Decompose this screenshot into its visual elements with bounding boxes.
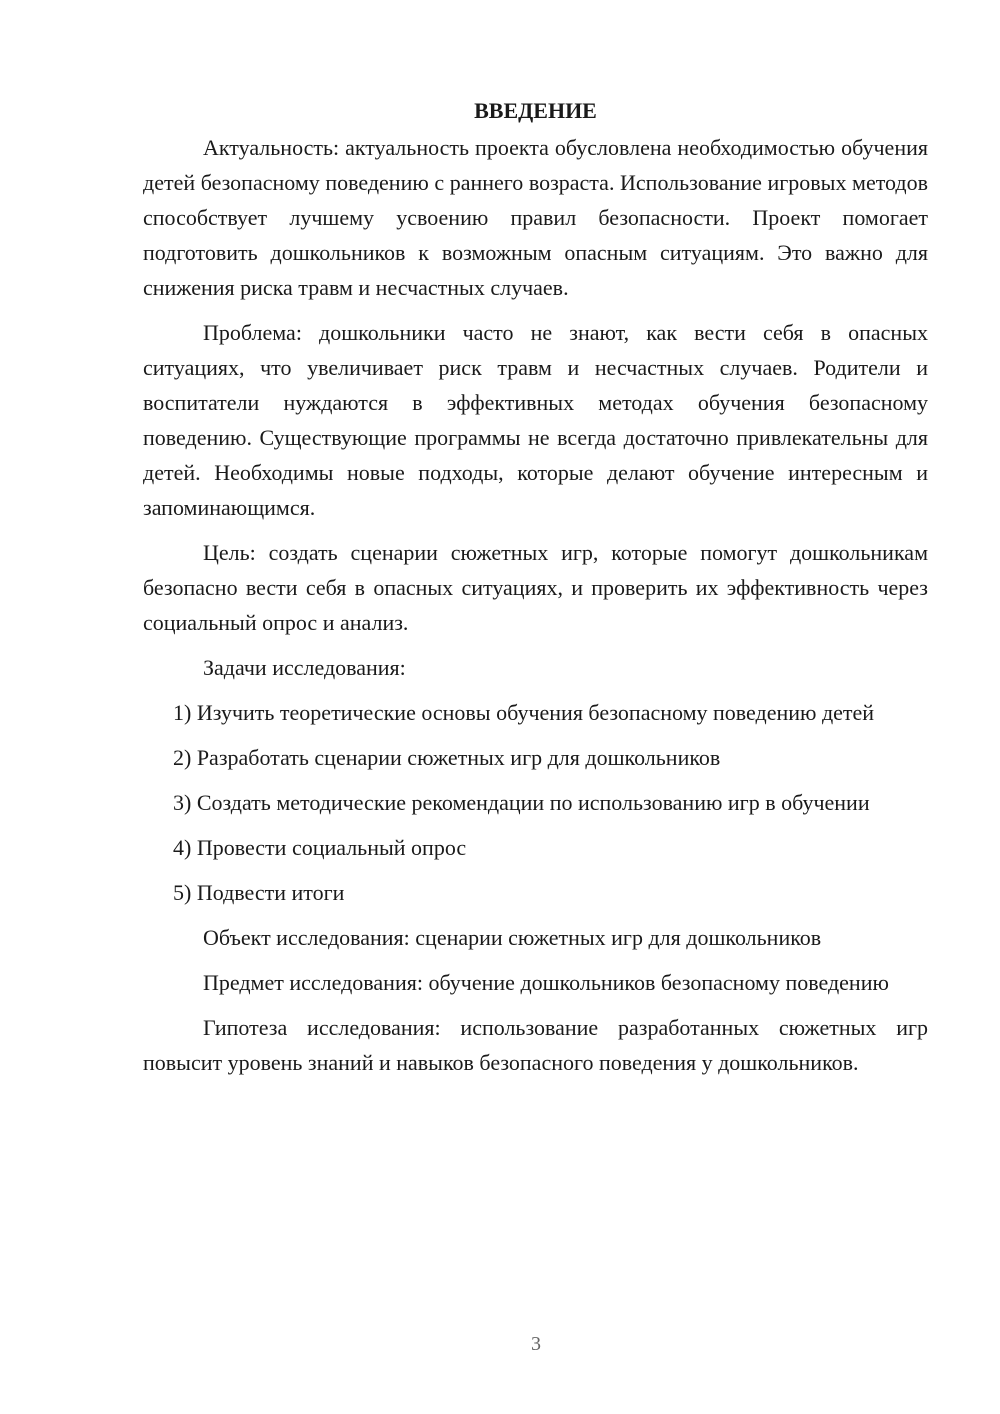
task-item: 1) Изучить теоретические основы обучения безопасному поведению детей — [173, 700, 875, 725]
task-item: 4) Провести социальный опрос — [173, 835, 467, 860]
task-item: 3) Создать методические рекомендации по использованию игр в обучении — [173, 790, 870, 815]
page-number: 3 — [531, 1333, 541, 1355]
task-item: 2) Разработать сценарии сюжетных игр для дошкольников — [173, 745, 721, 770]
relevance-paragraph: Актуальность: актуальность проекта обусловлена необходимостью обучения детей безопасному поведению с раннего возраста. Использование игровых методов способствует лучшему усвоению правил безопасности. Проект помогает подготовить дошкольников к возможным опасным ситуациям. Это важно для снижения риска травм и несчастных случаев. — [143, 135, 928, 300]
page-title: ВВЕДЕНИЕ — [474, 98, 597, 123]
problem-paragraph: Проблема: дошкольники часто не знают, как вести себя в опасных ситуациях, что увеличивает риск травм и несчастных случаев. Родители и воспитатели нуждаются в эффективных методах обучения безопасному поведению. Существующие программы не всегда достаточно привлекательны для детей. Необходимы новые подходы, которые делают обучение интересным и запоминающимся. — [143, 320, 928, 520]
task-item: 5) Подвести итоги — [173, 880, 345, 905]
research-object: Объект исследования: сценарии сюжетных игр для дошкольников — [203, 925, 822, 950]
goal-paragraph: Цель: создать сценарии сюжетных игр, которые помогут дошкольникам безопасно вести себя в опасных ситуациях, и проверить их эффективность через социальный опрос и анализ. — [143, 540, 928, 635]
tasks-heading: Задачи исследования: — [203, 655, 406, 680]
research-hypothesis: Гипотеза исследования: использование разработанных сюжетных игр повысит уровень знаний и навыков безопасного поведения у дошкольников. — [143, 1015, 928, 1075]
document-body — [143, 93, 928, 1090]
research-subject: Предмет исследования: обучение дошкольников безопасному поведению — [203, 970, 889, 995]
